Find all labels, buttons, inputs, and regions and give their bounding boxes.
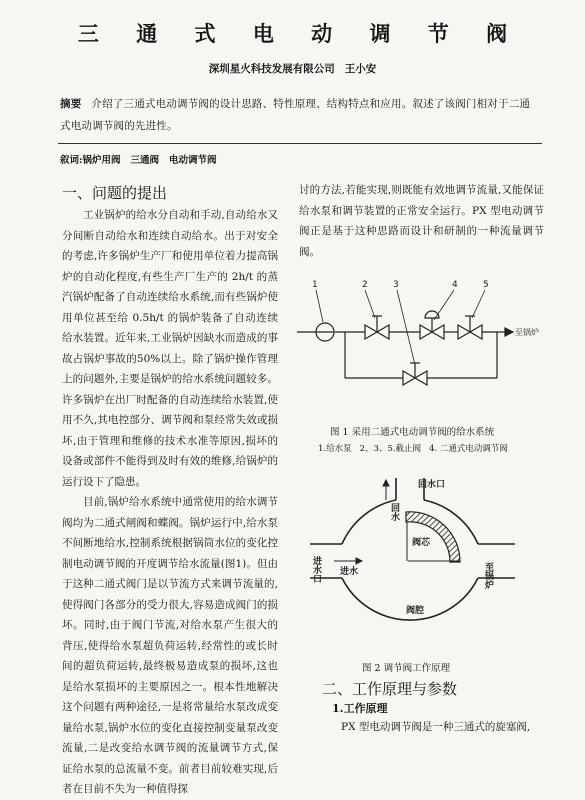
leader-line — [365, 290, 375, 318]
return-outlet-label: 回水口 — [418, 480, 446, 490]
outlet-label: 至锅炉 — [515, 328, 539, 337]
return-water-label: 回水 — [389, 503, 399, 521]
affiliation: 深圳星火科技发展有限公司 — [208, 63, 335, 75]
callout-label: 4 — [452, 280, 458, 290]
figure-1-diagram — [297, 270, 542, 420]
valve-core-icon — [406, 512, 460, 562]
valve-core-label: 阀芯 — [412, 538, 431, 548]
abstract — [60, 93, 535, 137]
valve-icon — [403, 371, 415, 385]
figure-legend — [318, 442, 516, 454]
paragraph: 目前,锅炉给水系统中通常使用的给水调节阀均为二通式闸阀和蝶阀。锅炉运行中,给水泵不间断地给水,控制系统根据锅筒水位的变化控制电动调节阀的开度调节给水流量(图1)。但由于这种二通式阀门是以节流方式来调节流量的,使得阀门各部分的受力很大,容易造成阀门的损坏。同时,由于阀门节流,对给水泵产生很大的背压,使得给水泵超负荷运转,经常性的或长时间的超负荷运转,最终极易造成泵的损坏,这也是给水泵损坏的主要原因之一。根本性地解决这个问题有两种途径,一是将常量给水泵改成变量给水泵,锅炉水位的变化直接控制变量泵改变流量,二是改变给水调节阀的流量调节方式,保证给水泵的总流量不变。前者目前较难实现,后者在目前不失为一种值得探 — [62, 496, 278, 795]
subsection-heading: 1.工作原理 — [332, 702, 388, 715]
leader-line — [472, 290, 485, 318]
figure-caption: 图 1 采用二通式电动调节阀的给水系统 — [330, 427, 495, 438]
arrow-icon — [356, 558, 362, 564]
keyword: 电动调节阀 — [169, 155, 217, 166]
leader-line — [434, 290, 454, 320]
legend-item: 1.给水泵 — [318, 444, 352, 454]
left-column — [62, 205, 278, 800]
housing-wall — [342, 500, 396, 544]
actuator-icon — [425, 311, 439, 318]
valve-icon — [470, 325, 482, 339]
author-name: 王小安 — [344, 63, 377, 75]
callout-label: 3 — [393, 280, 399, 290]
paragraph: 讨的方法,若能实现,则既能有效地调节流量,又能保证给水泵和调节装置的正常安全运行。PX 型电动调节阀正是基于这种思路而设计和研制的一种流量调节阀。 — [299, 184, 544, 258]
page-title: 三 通 式 电 动 调 节 阀 — [77, 22, 523, 46]
abstract-label: 摘要 — [60, 98, 82, 110]
author-line — [0, 61, 585, 76]
keywords — [60, 152, 227, 166]
callout-label: 1 — [312, 280, 318, 290]
paragraph: PX 型电动调节阀是一种三通式的旋塞阀, — [341, 721, 531, 733]
valve-icon — [377, 325, 389, 339]
inlet-water-label: 进水 — [340, 567, 359, 577]
abstract-text: 介绍了三通式电动调节阀的设计思路、特性原理、结构特点和应用。叙述了该阀门相对于二通式电动调节阀的先进性。 — [60, 98, 531, 132]
figure-caption: 图 2 调节阀工作原理 — [362, 663, 451, 674]
section-heading: 一、问题的提出 — [62, 184, 168, 202]
arrow-icon — [383, 480, 389, 486]
keywords-label: 叙词: — [60, 155, 83, 166]
leader-line — [397, 290, 415, 365]
divider — [58, 143, 542, 144]
paragraph: 工业锅炉的给水分自动和手动,自动给水又分间断自动给水和连续自动给水。出于对安全的考虑,许多锅炉生产厂和使用单位着力提高锅炉的自动化程度,有些生产厂生产的 2h/t 的蒸汽锅炉配备了自动连续给水系统,而有些锅炉使用单位甚至给 0.5h/t 的锅炉装备了自动连续给水装置。近年来,工业锅炉因缺水而造成的事故占锅炉事故的50%以上。除了锅炉操作管理上的问题外,主要是锅炉的给水系统问题较多。许多锅炉在出厂时配备的自动连续给水装置,使用不久,其电控部分、调节阀和泵经常失效或损坏,由于管理和维修的技术水准等原因,损坏的设备或部件不能得到及时有效的维修,给锅炉的运行设下了隐患。 — [62, 209, 278, 488]
callout-label: 2 — [362, 280, 368, 290]
arrow-icon — [505, 328, 513, 336]
valve-icon — [458, 325, 470, 339]
valve-icon — [365, 325, 377, 339]
to-boiler-label: 至锅炉 — [483, 562, 493, 589]
section-heading: 二、工作原理与参数 — [322, 680, 458, 698]
right-column-bottom — [320, 717, 546, 738]
callout-label: 5 — [483, 280, 489, 290]
keyword: 锅炉用阀 — [82, 155, 121, 166]
leader-line — [316, 290, 323, 322]
keyword: 三通阀 — [130, 155, 160, 166]
legend-item: 2、3、5.截止阀 — [359, 444, 422, 454]
valve-cavity-label: 阀腔 — [406, 606, 425, 616]
right-column-top — [299, 180, 544, 262]
control-valve-icon — [420, 325, 432, 339]
figure-2-diagram — [310, 470, 530, 655]
valve-icon — [415, 371, 427, 385]
control-valve-icon — [432, 325, 444, 339]
legend-item: 4. 二通式电动调节阀 — [429, 444, 508, 454]
inlet-label: 进水口 — [311, 556, 321, 583]
